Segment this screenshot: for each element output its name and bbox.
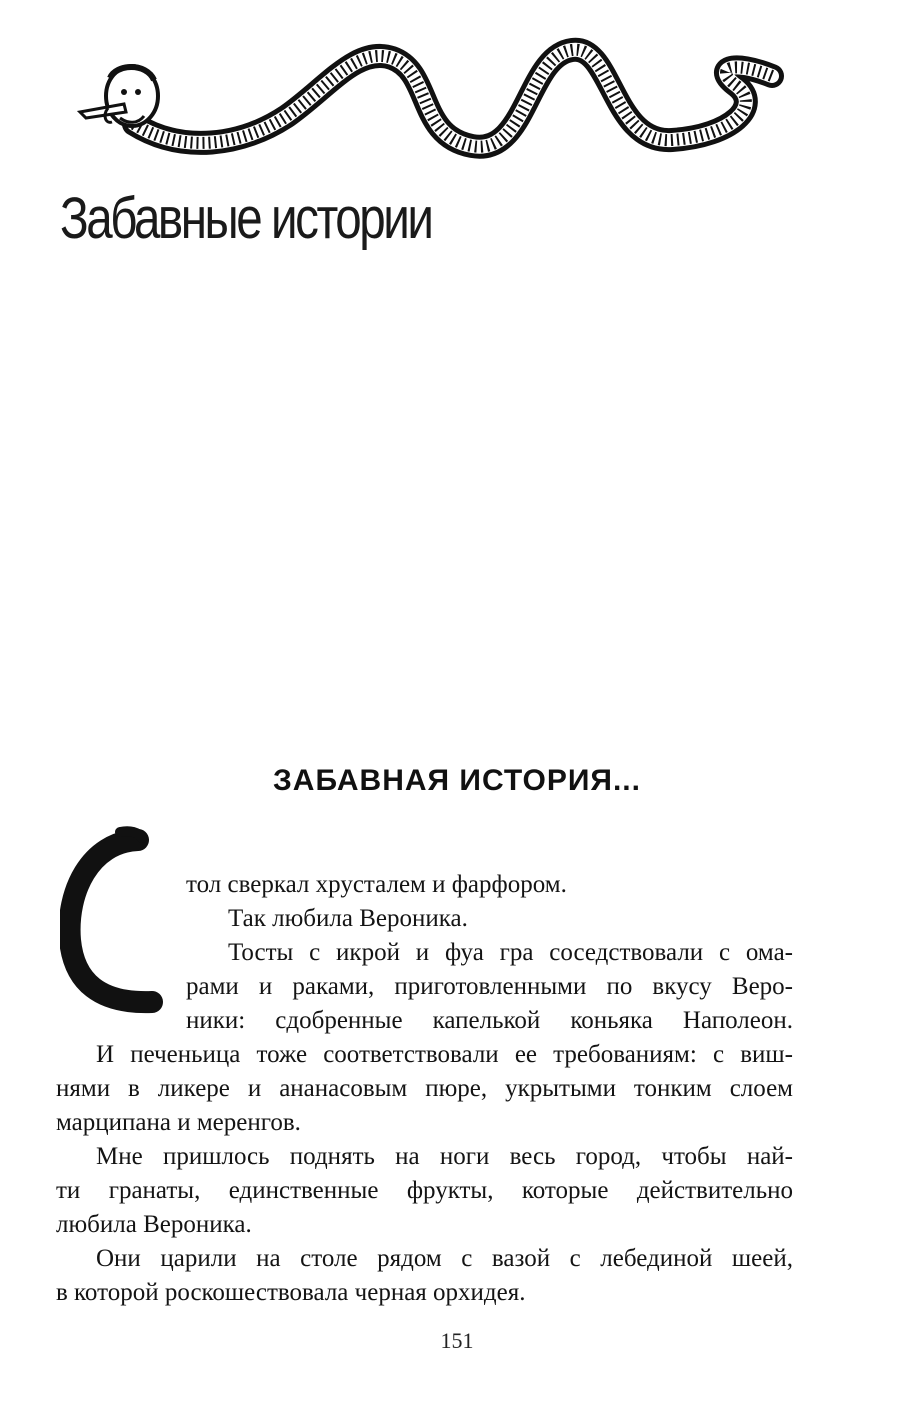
text-line: Мне пришлось поднять на ноги весь город, чтобы най- [96,1143,793,1170]
drop-cap [60,822,180,1022]
section-title: Забавные истории [60,186,432,251]
human-head-icon [80,66,158,126]
text-line: Они царили на столе рядом с вазой с лебединой шеей, [96,1245,793,1272]
page-number: 151 [440,1328,474,1353]
text-line: Так любила Вероника. [228,905,468,932]
text-line: нями в ликере и ананасовым пюре, укрытыми тонким слоем [56,1075,793,1102]
text-line: ти гранаты, единственные фрукты, которые действительно [56,1177,793,1204]
snake-ornament-icon [72,36,812,166]
text-line: любила Вероника. [56,1211,252,1238]
text-line: ники: сдобренные капелькой коньяка Наполеон. [186,1007,793,1034]
text-line: И печеньица тоже соответствовали ее требованиям: с виш- [96,1041,793,1068]
text-line: рами и раками, приготовленными по вкусу Веро- [186,973,793,1000]
text-line: тол сверкал хрусталем и фарфором. [186,871,567,898]
text-line: в которой роскошествовала черная орхидея. [56,1279,526,1306]
story-title: ЗАБАВНАЯ ИСТОРИЯ... [273,764,641,797]
text-line: Тосты с икрой и фуа гра соседствовали с ома- [228,939,793,966]
text-line: марципана и меренгов. [56,1109,301,1136]
